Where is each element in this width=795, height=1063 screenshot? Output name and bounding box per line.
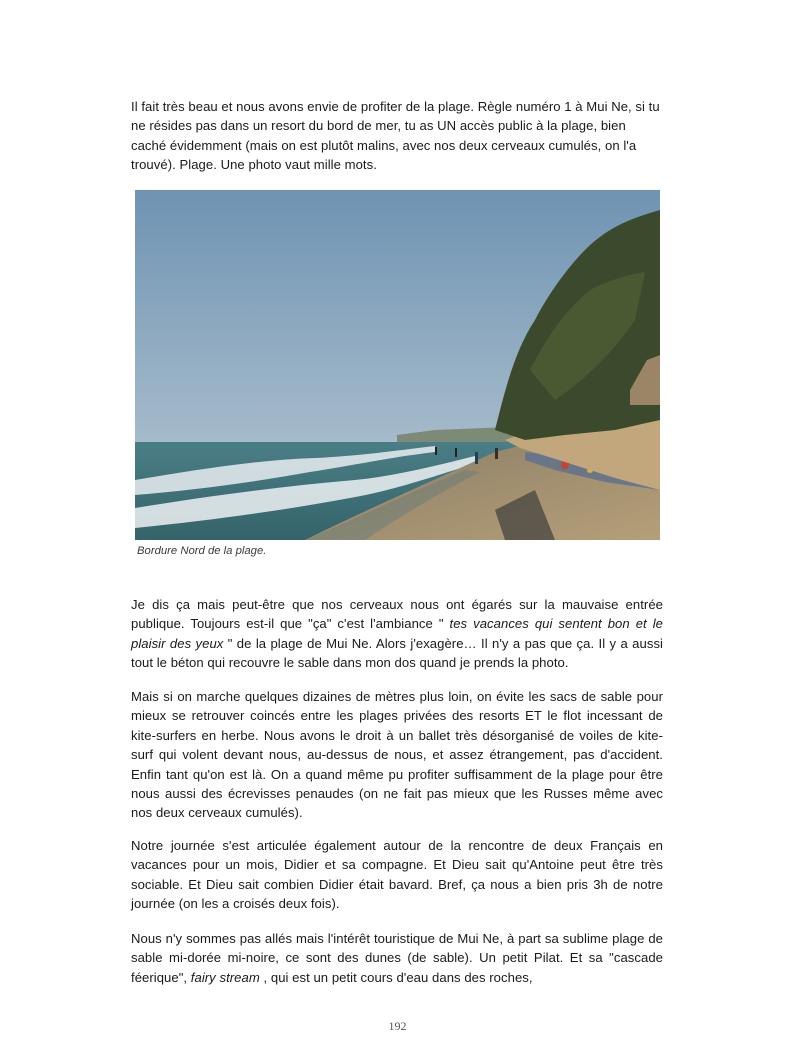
person [435, 447, 437, 455]
person [455, 448, 457, 457]
paragraph-intro: Il fait très beau et nous avons envie de profiter de la plage. Règle numéro 1 à Mui Ne, si tu ne résides pas dans un resort du bord de mer, tu as UN accès public à la plage, bien caché évidemment (mais on est plutôt malins, avec nos deux cerveaux cumulés, on l'a trouvé). Plage. Une photo vaut mille mots. [131, 99, 660, 173]
text-span: , qui est un petit cours d'eau dans des roches, [259, 969, 533, 985]
paragraph-kitesurf: Mais si on marche quelques dizaines de mètres plus loin, on évite les sacs de sable pour mieux se retrouver coincés entre les plages privées des resorts ET le flot incessant de kite-surfers en herbe. Nous avons le droit à un ballet très désorganisé de voiles de kite-surf qui volent devant nous, au-dessus de nous, et assez étrangement, pas d'accident. Enfin tant qu'on est là. On a quand même pu profiter suffisamment de la plage pour être nous aussi des écrevisses penaudes (on ne fait pas mieux que les Russes même avec nos deux cerveaux cumulés). [131, 689, 663, 821]
paragraph-dunes [131, 929, 663, 987]
italic-text: tes vacances qui sentent bon et le plaisir des yeux [131, 616, 663, 651]
italic-text: fairy stream [190, 969, 260, 985]
text-span: Nous n'y sommes pas allés mais l'intérêt touristique de Mui Ne, à part sa sublime plage de sable mi-dorée mi-noire, ce sont des dunes (de sable). Un petit Pilat. Et sa "cascade féerique", [131, 931, 663, 985]
person [495, 448, 498, 459]
beach-photo-illustration [135, 190, 660, 540]
text-span: Je dis ça mais peut-être que nos cerveaux nous ont égarés sur la mauvaise entrée publique. Toujours est-il que "ça" c'est l'ambiance " [131, 597, 663, 632]
text-span: " de la plage de Mui Ne. Alors j'exagère… Il n'y a pas que ça. Il y a aussi tout le béton qui recouvre le sable dans mon dos quand je prends la photo. [131, 635, 663, 671]
photo-caption: Bordure Nord de la plage. [137, 545, 267, 557]
person [475, 452, 478, 464]
beach-photo [135, 190, 660, 540]
paragraph-rencontre: Notre journée s'est articulée également autour de la rencontre de deux Français en vacances pour un mois, Didier et sa compagne. Et Dieu sait qu'Antoine peut être très sociable. Et Dieu sait combien Didier était bavard. Bref, ça nous a bien pris 3h de notre journée (on les a croisés deux fois). [131, 838, 663, 912]
paragraph-ambiance [131, 595, 663, 673]
page-number: 192 [388, 1019, 407, 1033]
